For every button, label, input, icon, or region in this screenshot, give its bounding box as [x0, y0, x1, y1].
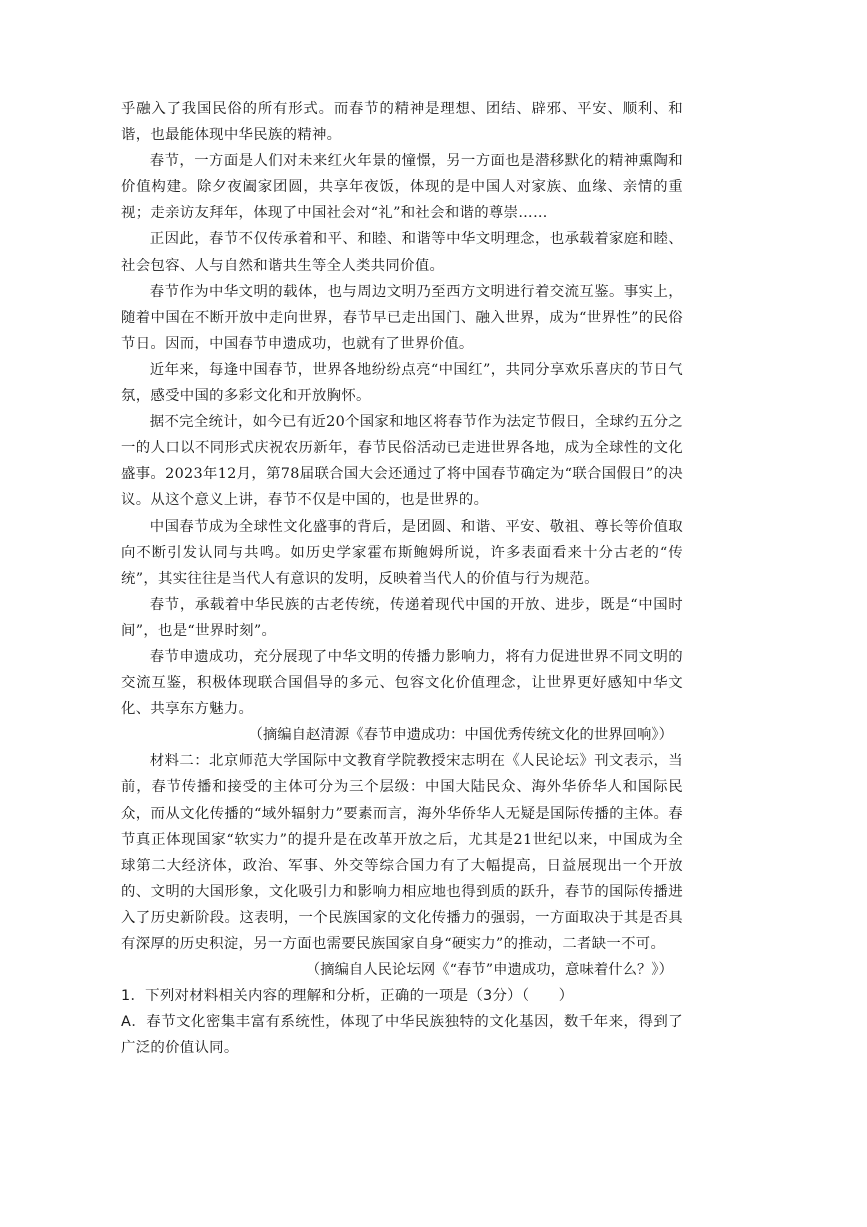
question-1-stem: 1．下列对材料相关内容的理解和分析，正确的一项是（3分）（ ）	[121, 988, 574, 1005]
document-page	[121, 96, 683, 1061]
paragraph-statistics: 据不完全统计，如今已有近20个国家和地区将春节作为法定节假日，全球约五分之一的人口以不同形式庆祝农历新年，春节民俗活动已走进世界各地，成为全球性的文化盛事。2023年12月，第78届联合国大会还通过了将中国春节确定为“联合国假日”的决议。从这个意义上讲，春节不仅是中国的，也是世界的。	[121, 414, 683, 509]
paragraph-material-two: 材料二：北京师范大学国际中文教育学院教授宋志明在《人民论坛》刊文表示，当前，春节传播和接受的主体可分为三个层级：中国大陆民众、海外华侨华人和国际民众，而从文化传播的“域外辐射力”要素而言，海外华侨华人无疑是国际传播的主体。春节真正体现国家“软实力”的提升是在改革开放之后，尤其是21世纪以来，中国成为全球第二大经济体，政治、军事、外交等综合国力有了大幅提高，日益展现出一个开放的、文明的大国形象，文化吸引力和影响力相应地也得到质的跃升，春节的国际传播进入了历史新阶段。这表明，一个民族国家的文化传播力的强弱，一方面取决于其是否具有深厚的历史积淀，另一方面也需要民族国家自身“硬实力”的推动，二者缺一不可。	[121, 753, 683, 952]
paragraph-heritage-success: 春节申遗成功，充分展现了中华文明的传播力影响力，将有力促进世界不同文明的交流互鉴，积极体现联合国倡导的多元、包容文化价值理念，让世界更好感知中华文化、共享东方魅力。	[121, 648, 683, 718]
source-citation-2: （摘编自人民论坛网《“春节”申遗成功，意味着什么？》）	[305, 962, 673, 979]
paragraph-shared-values: 正因此，春节不仅传承着和平、和睦、和谐等中华文明理念，也承载着家庭和睦、社会包容、人与自然和谐共生等全人类共同价值。	[121, 231, 683, 274]
paragraph-china-red: 近年来，每逢中国春节，世界各地纷纷点亮“中国红”，共同分享欢乐喜庆的节日气氛，感受中国的多彩文化和开放胸怀。	[121, 361, 683, 405]
question-1-option-a: A．春节文化密集丰富有系统性，体现了中华民族独特的文化基因，数千年来，得到了广泛的价值认同。	[121, 1014, 683, 1057]
source-citation-1: （摘编自赵清源《春节申遗成功：中国优秀传统文化的世界回响》）	[248, 727, 673, 744]
paragraph-continued: 乎融入了我国民俗的所有形式。而春节的精神是理想、团结、辟邪、平安、顺利、和谐，也最能体现中华民族的精神。	[121, 101, 683, 144]
paragraph-civilization-exchange: 春节作为中华文明的载体，也与周边文明乃至西方文明进行着交流互鉴。事实上，随着中国在不断开放中走向世界，春节早已走出国门、融入世界，成为“世界性”的民俗节日。因而，中国春节申遗成功，也就有了世界价值。	[121, 283, 683, 352]
paragraph-spring-festival-meaning: 春节，一方面是人们对未来红火年景的憧憬，另一方面也是潜移默化的精神熏陶和价值构建。除夕夜阖家团圆，共享年夜饭，体现的是中国人对家族、血缘、亲情的重视；走亲访友拜年，体现了中国社会对“礼”和社会和谐的尊崇……	[121, 153, 683, 222]
paragraph-china-time: 春节，承载着中华民族的古老传统，传递着现代中国的开放、进步，既是“中国时间”，也是“世界时刻”。	[121, 596, 683, 639]
paragraph-values-resonance: 中国春节成为全球性文化盛事的背后，是团圆、和谐、平安、敬祖、尊长等价值取向不断引发认同与共鸣。如历史学家霍布斯鲍姆所说，许多表面看来十分古老的“传统”，其实往往是当代人有意识的发明，反映着当代人的价值与行为规范。	[121, 518, 683, 587]
